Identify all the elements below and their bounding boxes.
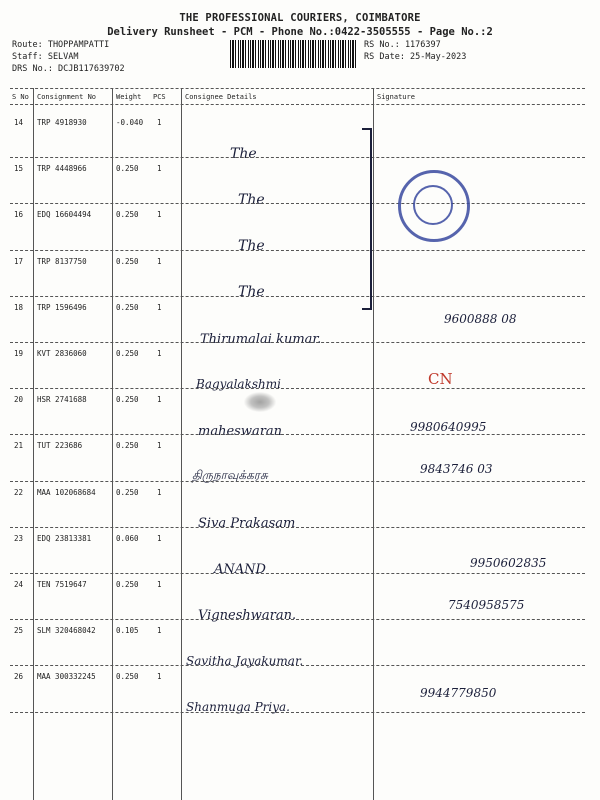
row-sno: 14	[14, 118, 24, 127]
row-pcs: 1	[157, 118, 162, 127]
row-weight: -0.040	[116, 118, 144, 127]
row-sno: 26	[14, 672, 24, 682]
row-pcs: 1	[157, 487, 162, 497]
row-divider	[10, 619, 585, 620]
row-weight: 0.250	[116, 302, 139, 312]
row-receiver-handwriting: The	[238, 284, 265, 300]
row-consignment: MAA 300332245	[37, 672, 96, 682]
row-pcs: 1	[157, 580, 162, 589]
row-weight: 0.250	[116, 210, 139, 220]
row-receiver-handwriting: ANAND	[214, 562, 266, 577]
row-consignment: TRP 4918930	[37, 118, 87, 127]
row-pcs: 1	[157, 626, 162, 636]
row-divider	[10, 342, 585, 343]
col-divider	[181, 88, 182, 800]
table-top-rule	[10, 88, 585, 89]
row-divider	[10, 434, 585, 435]
row-receiver-handwriting: The	[230, 146, 257, 162]
row-divider	[10, 296, 585, 297]
ink-smudge	[244, 392, 276, 412]
row-receiver-handwriting: Bagyalakshmi	[196, 377, 281, 391]
row-weight: 0.250	[116, 487, 139, 497]
row-sno: 18	[14, 302, 24, 312]
row-divider	[10, 157, 585, 158]
row-sno: 21	[14, 441, 24, 451]
row-signature: 7540958575	[448, 598, 525, 612]
row-receiver-handwriting: திருநாவுக்கரசு	[192, 468, 268, 482]
row-consignment: EDQ 16604494	[37, 210, 92, 220]
row-weight: 0.250	[116, 580, 139, 589]
col-divider	[33, 88, 34, 800]
row-pcs: 1	[157, 302, 162, 312]
rs-date: RS Date: 25-May-2023	[364, 52, 467, 62]
row-pcs: 1	[157, 395, 162, 405]
row-signature: 9950602835	[470, 556, 547, 570]
row-sno: 23	[14, 533, 24, 543]
row-divider	[10, 712, 585, 713]
row-weight: 0.105	[116, 626, 139, 636]
row-sno: 15	[14, 164, 24, 174]
row-weight: 0.250	[116, 672, 139, 682]
bracket-mark	[362, 128, 372, 310]
header-rule	[10, 104, 585, 105]
row-consignment: TUT 223686	[37, 441, 83, 451]
row-pcs: 1	[157, 672, 162, 682]
col-sno: S No	[12, 93, 29, 101]
row-weight: 0.250	[116, 164, 139, 174]
col-pcs: PCS	[153, 93, 166, 101]
row-consignment: MAA 102068684	[37, 487, 96, 497]
col-consignment: Consignment No	[37, 93, 97, 101]
row-pcs: 1	[157, 533, 162, 543]
row-divider	[10, 203, 585, 204]
col-details: Consignee Details	[185, 93, 257, 101]
row-weight: 0.060	[116, 533, 139, 543]
row-receiver-handwriting: Savitha Jayakumar.	[186, 654, 304, 668]
row-consignment: KVT 2836060	[37, 349, 87, 358]
row-weight: 0.250	[116, 256, 139, 266]
row-sno: 19	[14, 349, 24, 358]
route-label: Route: THOPPAMPATTI	[12, 40, 110, 50]
row-divider	[10, 665, 585, 666]
row-consignment: SLM 320468042	[37, 626, 96, 636]
row-signature: 9980640995	[410, 420, 487, 434]
row-consignment: TRP 4448966	[37, 164, 87, 174]
row-sno: 16	[14, 210, 24, 220]
col-divider	[112, 88, 113, 800]
row-pcs: 1	[157, 164, 162, 174]
row-pcs: 1	[157, 210, 162, 220]
row-receiver-handwriting: Shanmuga Priya.	[186, 700, 290, 714]
row-weight: 0.250	[116, 349, 139, 358]
row-weight: 0.250	[116, 395, 139, 405]
row-consignment: EDQ 23813381	[37, 533, 92, 543]
row-divider	[10, 388, 585, 389]
row-receiver-handwriting: Vigneshwaran.	[198, 608, 297, 623]
col-divider	[373, 88, 374, 800]
row-receiver-handwriting: Thirumalai kumar.	[200, 332, 322, 347]
row-sno: 22	[14, 487, 24, 497]
row-receiver-handwriting: maheswaran	[198, 424, 283, 439]
drs-number: DRS No.: DCJB117639702	[12, 64, 125, 74]
rs-number: RS No.: 1176397	[364, 40, 441, 50]
row-consignment: TRP 8137750	[37, 256, 87, 266]
row-sno: 20	[14, 395, 24, 405]
row-receiver-handwriting: The	[238, 192, 265, 208]
row-consignment: HSR 2741688	[37, 395, 87, 405]
row-signature: 9843746 03	[420, 462, 493, 476]
row-divider	[10, 527, 585, 528]
row-pcs: 1	[157, 349, 162, 358]
row-pcs: 1	[157, 256, 162, 266]
row-signature: CN	[428, 370, 453, 388]
row-consignment: TEN 7519647	[37, 580, 87, 589]
row-weight: 0.250	[116, 441, 139, 451]
col-weight: Weight	[116, 93, 142, 101]
row-signature: 9944779850	[420, 686, 497, 700]
row-divider	[10, 250, 585, 251]
stamp-inner-ring	[413, 185, 453, 225]
col-signature: Signature	[377, 93, 415, 101]
row-sno: 24	[14, 580, 24, 589]
company-stamp	[398, 170, 470, 242]
row-consignment: TRP 1596496	[37, 302, 87, 312]
staff-label: Staff: SELVAM	[12, 52, 79, 62]
row-divider	[10, 573, 585, 574]
company-title: THE PROFESSIONAL COURIERS, COIMBATORE	[179, 12, 421, 24]
row-receiver-handwriting: Siva Prakasam	[198, 516, 296, 531]
row-pcs: 1	[157, 441, 162, 451]
barcode	[230, 40, 358, 68]
row-divider	[10, 481, 585, 482]
row-receiver-handwriting: The	[238, 238, 265, 254]
row-sno: 17	[14, 256, 24, 266]
row-signature: 9600888 08	[444, 312, 517, 326]
runsheet-subtitle: Delivery Runsheet - PCM - Phone No.:0422-3505555 - Page No.:2	[107, 26, 493, 38]
row-sno: 25	[14, 626, 24, 636]
